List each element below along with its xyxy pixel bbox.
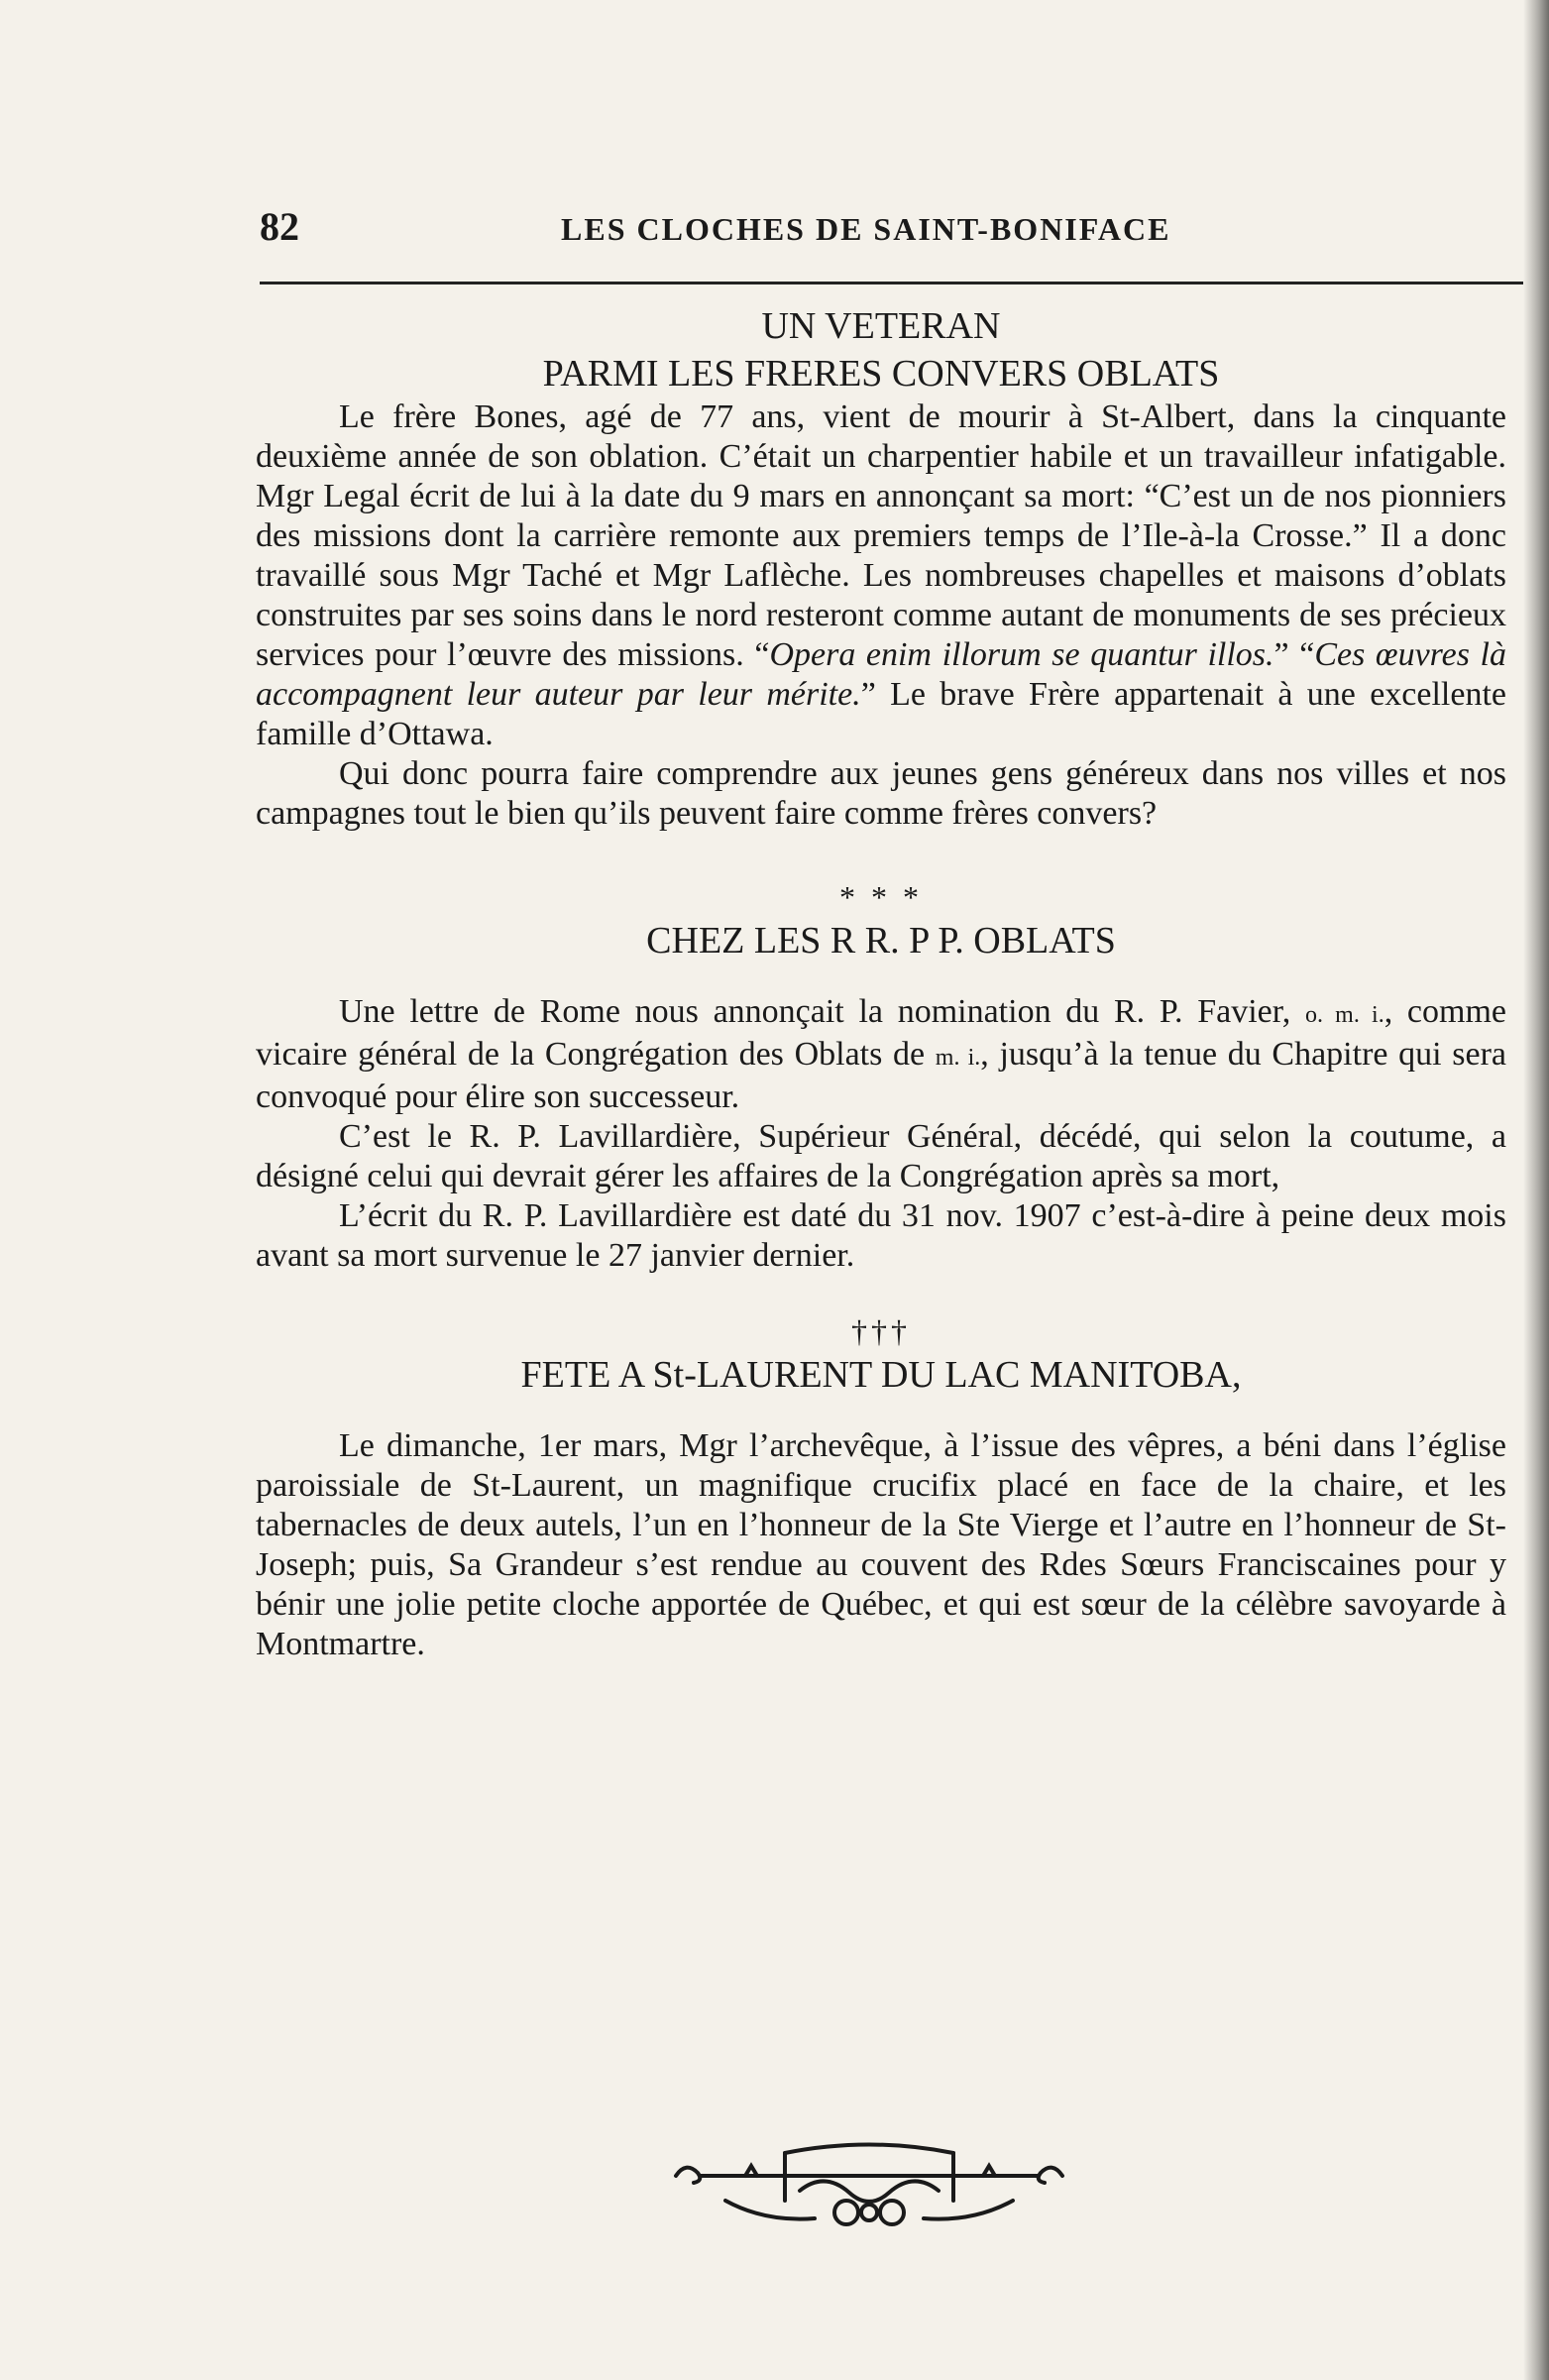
- paragraph-text: , jusqu’à la tenue du Chapitre qui sera convoqué pour élire son successeur.: [256, 1036, 1506, 1115]
- paragraph-ecrit: L’écrit du R. P. Lavillardière est daté du 31 nov. 1907 c’est-à-dire à peine deux mois avant sa mort survenue le 27 janvier dernier.: [256, 1197, 1506, 1274]
- header-rule: [260, 282, 1523, 284]
- section-title-fete: FETE A St-LAURENT DU LAC MANITOBA,: [520, 1354, 1242, 1396]
- separator-crosses: †††: [851, 1313, 911, 1349]
- section-subtitle-freres: PARMI LES FRERES CONVERS OBLATS: [542, 353, 1220, 395]
- latin-quote: Opera enim illorum se quantur illos.: [769, 636, 1274, 673]
- paragraph-text: ” Le brave Frère appartenait à une excellente famille d’Ottawa.: [256, 676, 1506, 752]
- section-title-oblats: CHEZ LES R R. P P. OBLATS: [646, 920, 1116, 962]
- page-content: [256, 302, 1506, 1664]
- abbrev-mi: m. i.: [935, 1045, 981, 1071]
- section-title-veteran: UN VETERAN: [761, 305, 1001, 347]
- page-number: 82: [260, 204, 299, 249]
- abbrev-omi: o. m. i.: [1304, 1002, 1384, 1028]
- paragraph-text: ” “: [1273, 636, 1315, 673]
- paragraph-text: , comme vicaire général de la Congrégation des Oblats de: [256, 993, 1507, 1073]
- running-title: LES CLOCHES DE SAINT-BONIFACE: [561, 211, 1171, 247]
- decorative-tailpiece-icon: [666, 2131, 1072, 2240]
- paragraph-text: Le frère Bones, agé de 77 ans, vient de mourir à St-Albert, dans la cinquante deuxième année de son oblation. C’était un charpentier habile et un travailleur infatigable. Mgr Legal écrit de lui à la date du 9 mars en annonçant sa mort: “C’est un de nos pionniers des missions dont la carrière remonte aux premiers temps de l’Ile-à-la Crosse.” Il a donc travaillé sous Mgr Taché et Mgr Laflèche. Les nombreuses chapelles et maisons d’oblats construites par ses soins dans le nord resteront comme autant de monuments de ses précieux services pour l’œuvre des missions. “: [256, 398, 1506, 673]
- paragraph-dimanche: Le dimanche, 1er mars, Mgr l’archevêque, à l’issue des vêpres, a béni dans l’église paroissiale de St-Laurent, un magnifique crucifix placé en face de la chaire, et les tabernacles de deux autels, l’un en l’honneur de la Ste Vierge et l’autre en l’honneur de St-Joseph; puis, Sa Grandeur s’est rendue au couvent des Rdes Sœurs Franciscaines pour y bénir une jolie petite cloche apportée de Québec, et qui est sœur de la célèbre savoyarde à Montmartre.: [256, 1427, 1506, 1662]
- separator-asterisks: * * *: [839, 879, 923, 915]
- french-quote: Ces œuvres là accompagnent leur auteur par leur mérite.: [256, 636, 1506, 713]
- paragraph-text: Une lettre de Rome nous annonçait la nomination du R. P. Favier,: [339, 993, 1305, 1030]
- paragraph-freres-convers: Qui donc pourra faire comprendre aux jeunes gens généreux dans nos villes et nos campagnes tout le bien qu’ils peuvent faire comme frères convers?: [256, 755, 1506, 832]
- page-edge-shadow: [1523, 0, 1549, 2380]
- paragraph-lavillardiere: C’est le R. P. Lavillardière, Supérieur Général, décédé, qui selon la coutume, a désigné celui qui devrait gérer les affaires de la Congrégation après sa mort,: [256, 1118, 1506, 1194]
- paragraph-bones: [256, 397, 1506, 754]
- page-header: [260, 203, 1528, 253]
- paragraph-favier: [256, 992, 1506, 1117]
